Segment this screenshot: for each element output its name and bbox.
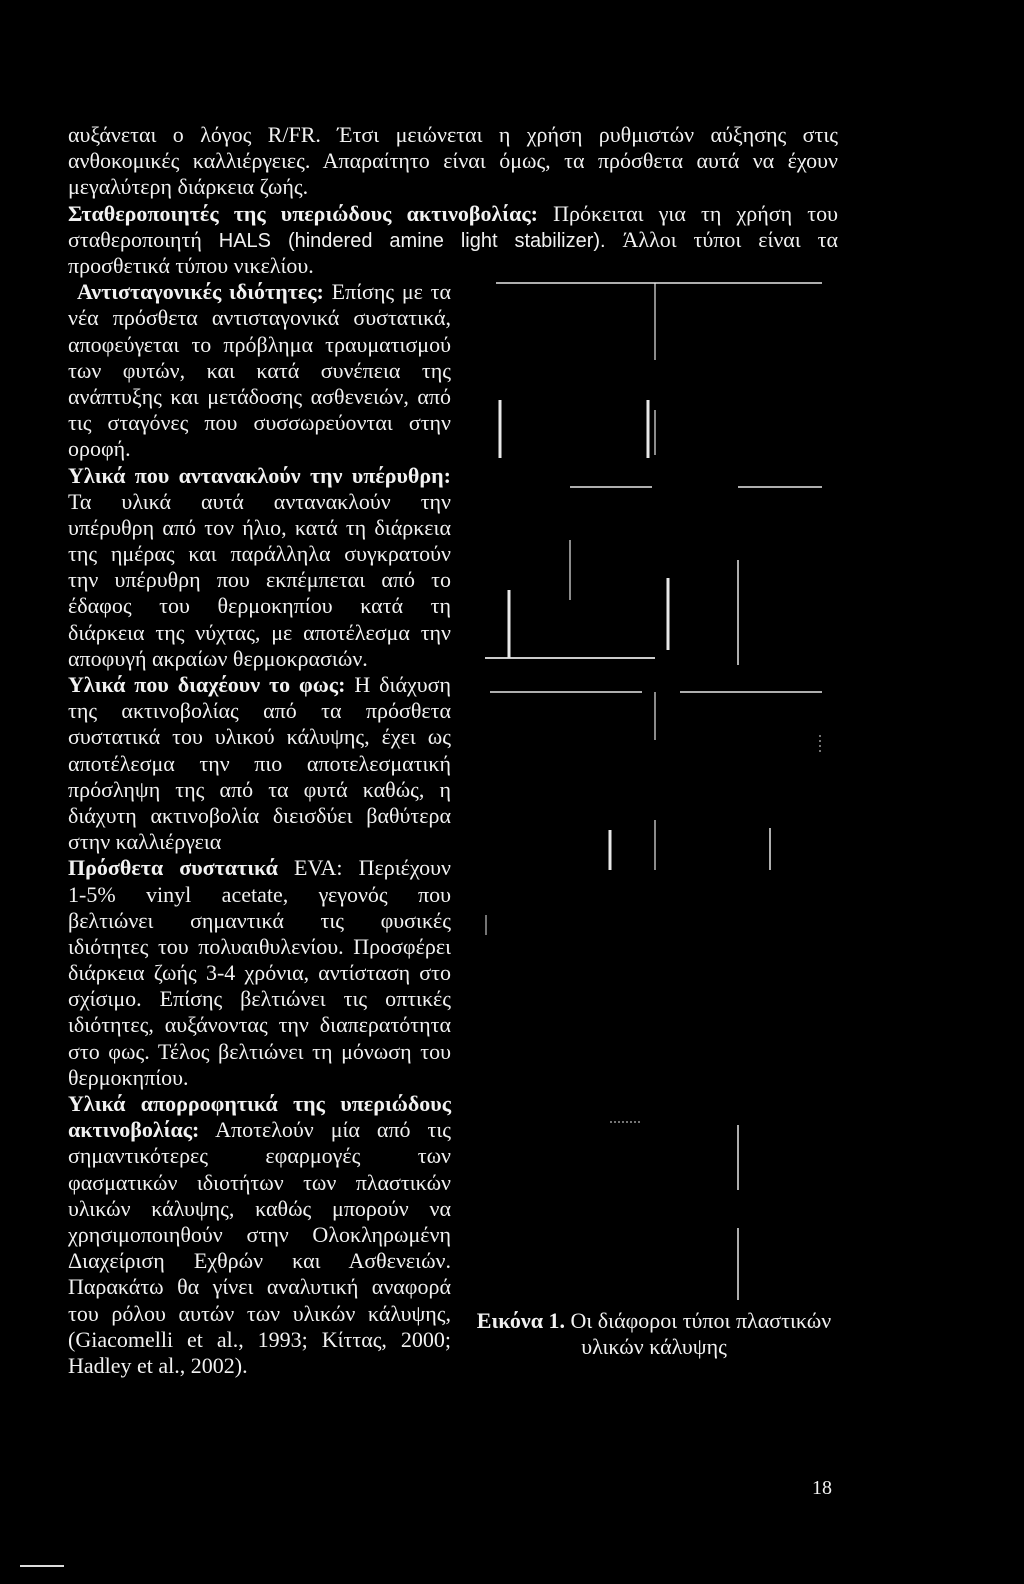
caption-text: Οι διάφοροι τύποι πλαστικών <box>570 1308 832 1333</box>
text-line: συστατικά του υλικού κάλυψης, έχει ως <box>68 724 451 750</box>
line-text: Άλλοι τύποι είναι τα <box>622 226 839 252</box>
text-line: σχίσιμο. Επίσης βελτιώνει τις οπτικές <box>68 986 451 1012</box>
text-line: χρησιμοποιηθούν στην Ολοκληρωμένη <box>68 1221 451 1247</box>
text-line: αυξάνεται ο λόγος R/FR. Έτσι μειώνεται η χρήση ρυθμιστών αύξησης στις <box>68 122 838 147</box>
run-in-heading: Αντισταγονικές ιδιότητες: <box>77 279 324 305</box>
text-line: αποφεύγεται το πρόβλημα τραυματισμού <box>68 331 451 357</box>
text-line: 1-5% vinyl acetate, γεγονός που <box>68 881 451 907</box>
line-text: Πρόκειται για τη χρήση του <box>553 200 838 226</box>
text-line: ιδιότητες, αυξάνοντας την διαπερατότητα <box>68 1012 451 1038</box>
run-in-heading: Πρόσθετα συστατικά <box>68 855 278 881</box>
greenhouse-outline-2 <box>485 487 822 665</box>
text-line: θερμοκηπίου. <box>68 1064 189 1090</box>
text-line: ανθοκομικές καλλιέργειες. Απαραίτητο είναι όμως, τα πρόσθετα αυτά να έχουν <box>68 148 838 174</box>
text-line: Παρακάτω θα γίνει αναλυτική αναφορά <box>68 1274 451 1300</box>
caption-label: Εικόνα 1. <box>476 1308 565 1333</box>
run-in-heading: Υλικά που διαχέουν το φως: <box>68 672 346 697</box>
acronym-text: HALS (hindered amine light stabilizer). <box>218 229 606 252</box>
text-line: της ημέρας και παράλληλα συγκρατούν <box>68 541 451 567</box>
text-line: ιδιότητες του πολυαιθυλενίου. Προσφέρει <box>68 933 451 959</box>
line-text: σταθεροποιητή <box>68 226 202 252</box>
text-line: στην καλλιέργεια <box>68 829 222 855</box>
figure-caption <box>470 1308 838 1360</box>
line-text: Αποτελούν μία από τις <box>215 1117 451 1143</box>
text-line: έδαφος του θερμοκηπίου κατά τη <box>68 593 451 619</box>
text-line: Διαχείριση Εχθρών και Ασθενειών. <box>68 1248 451 1274</box>
text-line: των φυτών, και κατά συνέπεια της <box>68 357 451 383</box>
text-line: της ακτινοβολίας από τα πρόσθετα <box>68 698 451 724</box>
page-number: 18 <box>812 1477 832 1499</box>
line-text: Η διάχυση <box>354 672 451 697</box>
text-line: πρόσληψη της από τα φυτά καθώς, η <box>68 776 451 802</box>
text-line: στο φως. Τέλος βελτιώνει τη μόνωση του <box>68 1038 451 1064</box>
text-line: την υπέρυθρη που εκπέμπεται από το <box>68 567 451 593</box>
text-line: ανάπτυξης και μετάδοσης ασθενειών, από <box>68 383 451 409</box>
text-line: μεγαλύτερη διάρκεια ζωής. <box>68 174 309 200</box>
text-line: διάρκεια της νύχτας, με αποτέλεσμα την <box>68 619 451 645</box>
run-in-heading: ακτινοβολίας: <box>68 1117 200 1143</box>
run-in-heading: Υλικά που αντανακλούν την υπέρυθρη: <box>68 462 451 488</box>
text-line: Τα υλικά αυτά αντανακλούν την <box>68 488 451 514</box>
greenhouse-outline-3 <box>486 692 822 935</box>
text-line: (Giacomelli et al., 1993; Κίττας, 2000; <box>68 1326 451 1352</box>
text-line: σημαντικότερες εφαρμογές των <box>68 1143 451 1169</box>
text-line: διάρκεια ζωής 3-4 χρόνια, αντίσταση στο <box>68 960 451 986</box>
text-line: αποφυγή ακραίων θερμοκρασιών. <box>68 645 368 671</box>
text-line: Hadley et al., 2002). <box>68 1352 248 1378</box>
text-line: υλικών κάλυψης, καθώς μπορούν να <box>68 1195 451 1221</box>
text-line: οροφή. <box>68 436 131 462</box>
text-line: προσθετικά τύπου νικελίου. <box>68 252 314 278</box>
greenhouse-outline-1 <box>496 283 822 458</box>
text-line: βελτιώνει σημαντικά τις φυσικές <box>68 907 451 933</box>
text-line: φασματικών ιδιοτήτων των πλαστικών <box>68 1169 451 1195</box>
run-in-heading: Σταθεροποιητές της υπεριώδους ακτινοβολίας: <box>68 200 538 226</box>
text-line: νέα πρόσθετα αντισταγονικά συστατικά, <box>68 305 451 331</box>
caption-line <box>470 1308 838 1334</box>
text-line: αποτέλεσμα την πιο αποτελεσματική <box>68 750 451 776</box>
text-line: του ρόλου αυτών των υλικών κάλυψης, <box>68 1300 451 1326</box>
text-line: διάχυτη ακτινοβολία διεισδύει βαθύτερα <box>68 802 451 828</box>
run-in-heading: Υλικά απορροφητικά της υπεριώδους <box>68 1091 451 1116</box>
greenhouse-outline-4 <box>610 1122 738 1300</box>
line-text: EVA: Περιέχουν <box>294 855 451 881</box>
line-text: Επίσης με τα <box>331 279 451 305</box>
caption-line: υλικών κάλυψης <box>581 1334 727 1360</box>
scan-edge-mark <box>20 1565 64 1567</box>
text-line: τις σταγόνες που συσσωρεύονται στην <box>68 410 451 436</box>
text-line: υπέρυθρη από τον ήλιο, κατά τη διάρκεια <box>68 514 451 540</box>
